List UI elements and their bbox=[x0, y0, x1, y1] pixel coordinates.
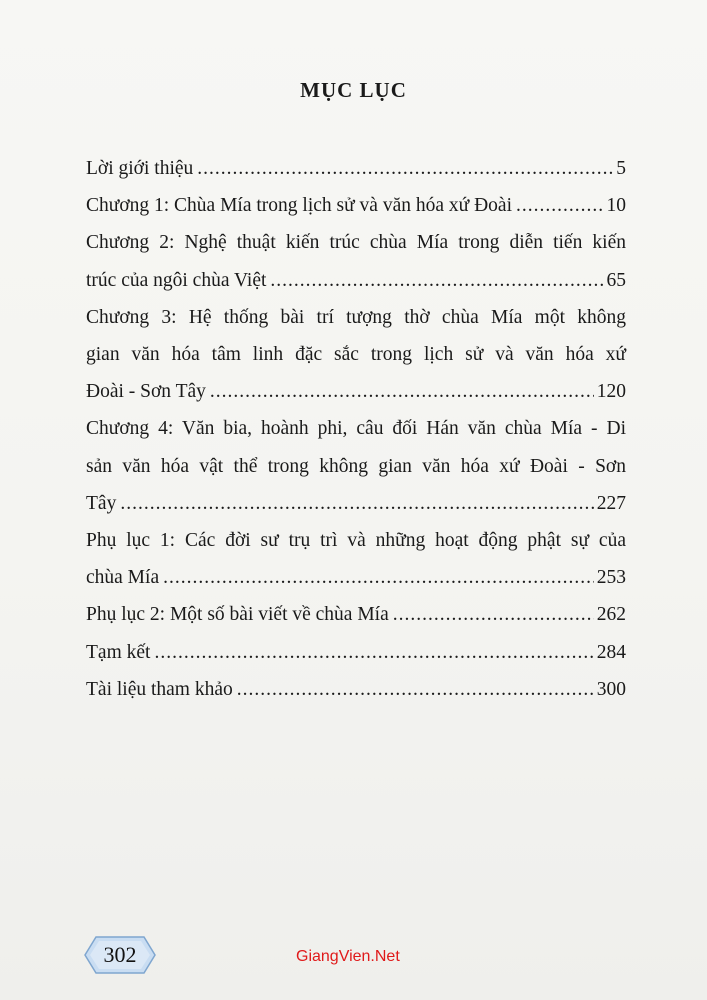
toc-entry-text: trúc của ngôi chùa Việt bbox=[86, 269, 267, 291]
toc-title: MỤC LỤC bbox=[300, 78, 407, 102]
toc-entry bbox=[86, 634, 626, 671]
toc-page-number: 120 bbox=[596, 381, 626, 403]
toc-entry-line bbox=[86, 522, 626, 559]
page-number-badge bbox=[84, 935, 156, 975]
toc-entry-last-line bbox=[86, 596, 626, 633]
toc-page-number: 10 bbox=[606, 195, 626, 217]
toc-entry-line bbox=[86, 336, 626, 373]
toc-entry bbox=[86, 671, 626, 708]
toc-page-number: 284 bbox=[596, 641, 626, 663]
toc-entry-text: chùa Mía bbox=[86, 567, 160, 589]
toc-entry-line bbox=[86, 410, 626, 447]
toc-page-number: 65 bbox=[606, 269, 626, 291]
toc-entry bbox=[86, 187, 626, 224]
table-of-contents bbox=[86, 150, 626, 708]
page-number: 302 bbox=[103, 942, 137, 967]
dot-leader bbox=[237, 671, 594, 708]
dot-leader bbox=[163, 559, 594, 596]
dot-leader bbox=[393, 596, 594, 633]
toc-entry bbox=[86, 299, 626, 411]
toc-entry-text: Phụ lục 1: Các đời sư trụ trì và những hoạt động phật sự của bbox=[86, 530, 626, 552]
toc-entry-last-line bbox=[86, 559, 626, 596]
toc-page-number: 5 bbox=[616, 158, 626, 179]
toc-entry-last-line bbox=[86, 262, 626, 299]
toc-entry bbox=[86, 224, 626, 298]
toc-entry-line bbox=[86, 299, 626, 336]
toc-entry-text: Chương 1: Chùa Mía trong lịch sử và văn hóa xứ Đoài bbox=[86, 195, 513, 217]
toc-entry-last-line bbox=[86, 150, 626, 187]
toc-entry-text: Chương 2: Nghệ thuật kiến trúc chùa Mía trong diễn tiến kiến bbox=[86, 232, 626, 254]
dot-leader bbox=[197, 150, 613, 187]
toc-page-number: 227 bbox=[596, 492, 626, 514]
toc-page-number: 262 bbox=[596, 604, 626, 626]
toc-entry-last-line bbox=[86, 373, 626, 410]
toc-entry-last-line bbox=[86, 485, 626, 522]
toc-entry-last-line bbox=[86, 634, 626, 671]
toc-entry-text: sản văn hóa vật thể trong không gian văn hóa xứ Đoài - Sơn bbox=[86, 455, 626, 477]
toc-entry-text: gian văn hóa tâm linh đặc sắc trong lịch sử và văn hóa xứ bbox=[86, 344, 626, 366]
toc-entry-text: Phụ lục 2: Một số bài viết về chùa Mía bbox=[86, 604, 389, 626]
dot-leader bbox=[210, 373, 594, 410]
toc-entry-text: Đoài - Sơn Tây bbox=[86, 381, 206, 403]
dot-leader bbox=[516, 187, 603, 224]
toc-entry-last-line bbox=[86, 671, 626, 708]
watermark-text: GiangVien.Net bbox=[296, 948, 400, 965]
toc-entry-text: Tây bbox=[86, 492, 117, 514]
toc-entry-text: Tạm kết bbox=[86, 641, 151, 663]
dot-leader bbox=[270, 262, 603, 299]
toc-entry bbox=[86, 150, 626, 187]
dot-leader bbox=[120, 485, 593, 522]
toc-page-number: 253 bbox=[596, 567, 626, 589]
toc-entry-text: Lời giới thiệu bbox=[86, 158, 194, 179]
toc-entry-text: Chương 4: Văn bia, hoành phi, câu đối Hán văn chùa Mía - Di bbox=[86, 418, 626, 440]
toc-entry-line bbox=[86, 224, 626, 261]
toc-entry-last-line bbox=[86, 187, 626, 224]
toc-entry bbox=[86, 596, 626, 633]
toc-entry-text: Chương 3: Hệ thống bài trí tượng thờ chùa Mía một không bbox=[86, 306, 626, 328]
toc-page-number: 300 bbox=[596, 678, 626, 700]
toc-entry-text: Tài liệu tham khảo bbox=[86, 678, 233, 700]
toc-entry-line bbox=[86, 448, 626, 485]
toc-entry bbox=[86, 522, 626, 596]
dot-leader bbox=[154, 634, 593, 671]
toc-entry bbox=[86, 410, 626, 522]
